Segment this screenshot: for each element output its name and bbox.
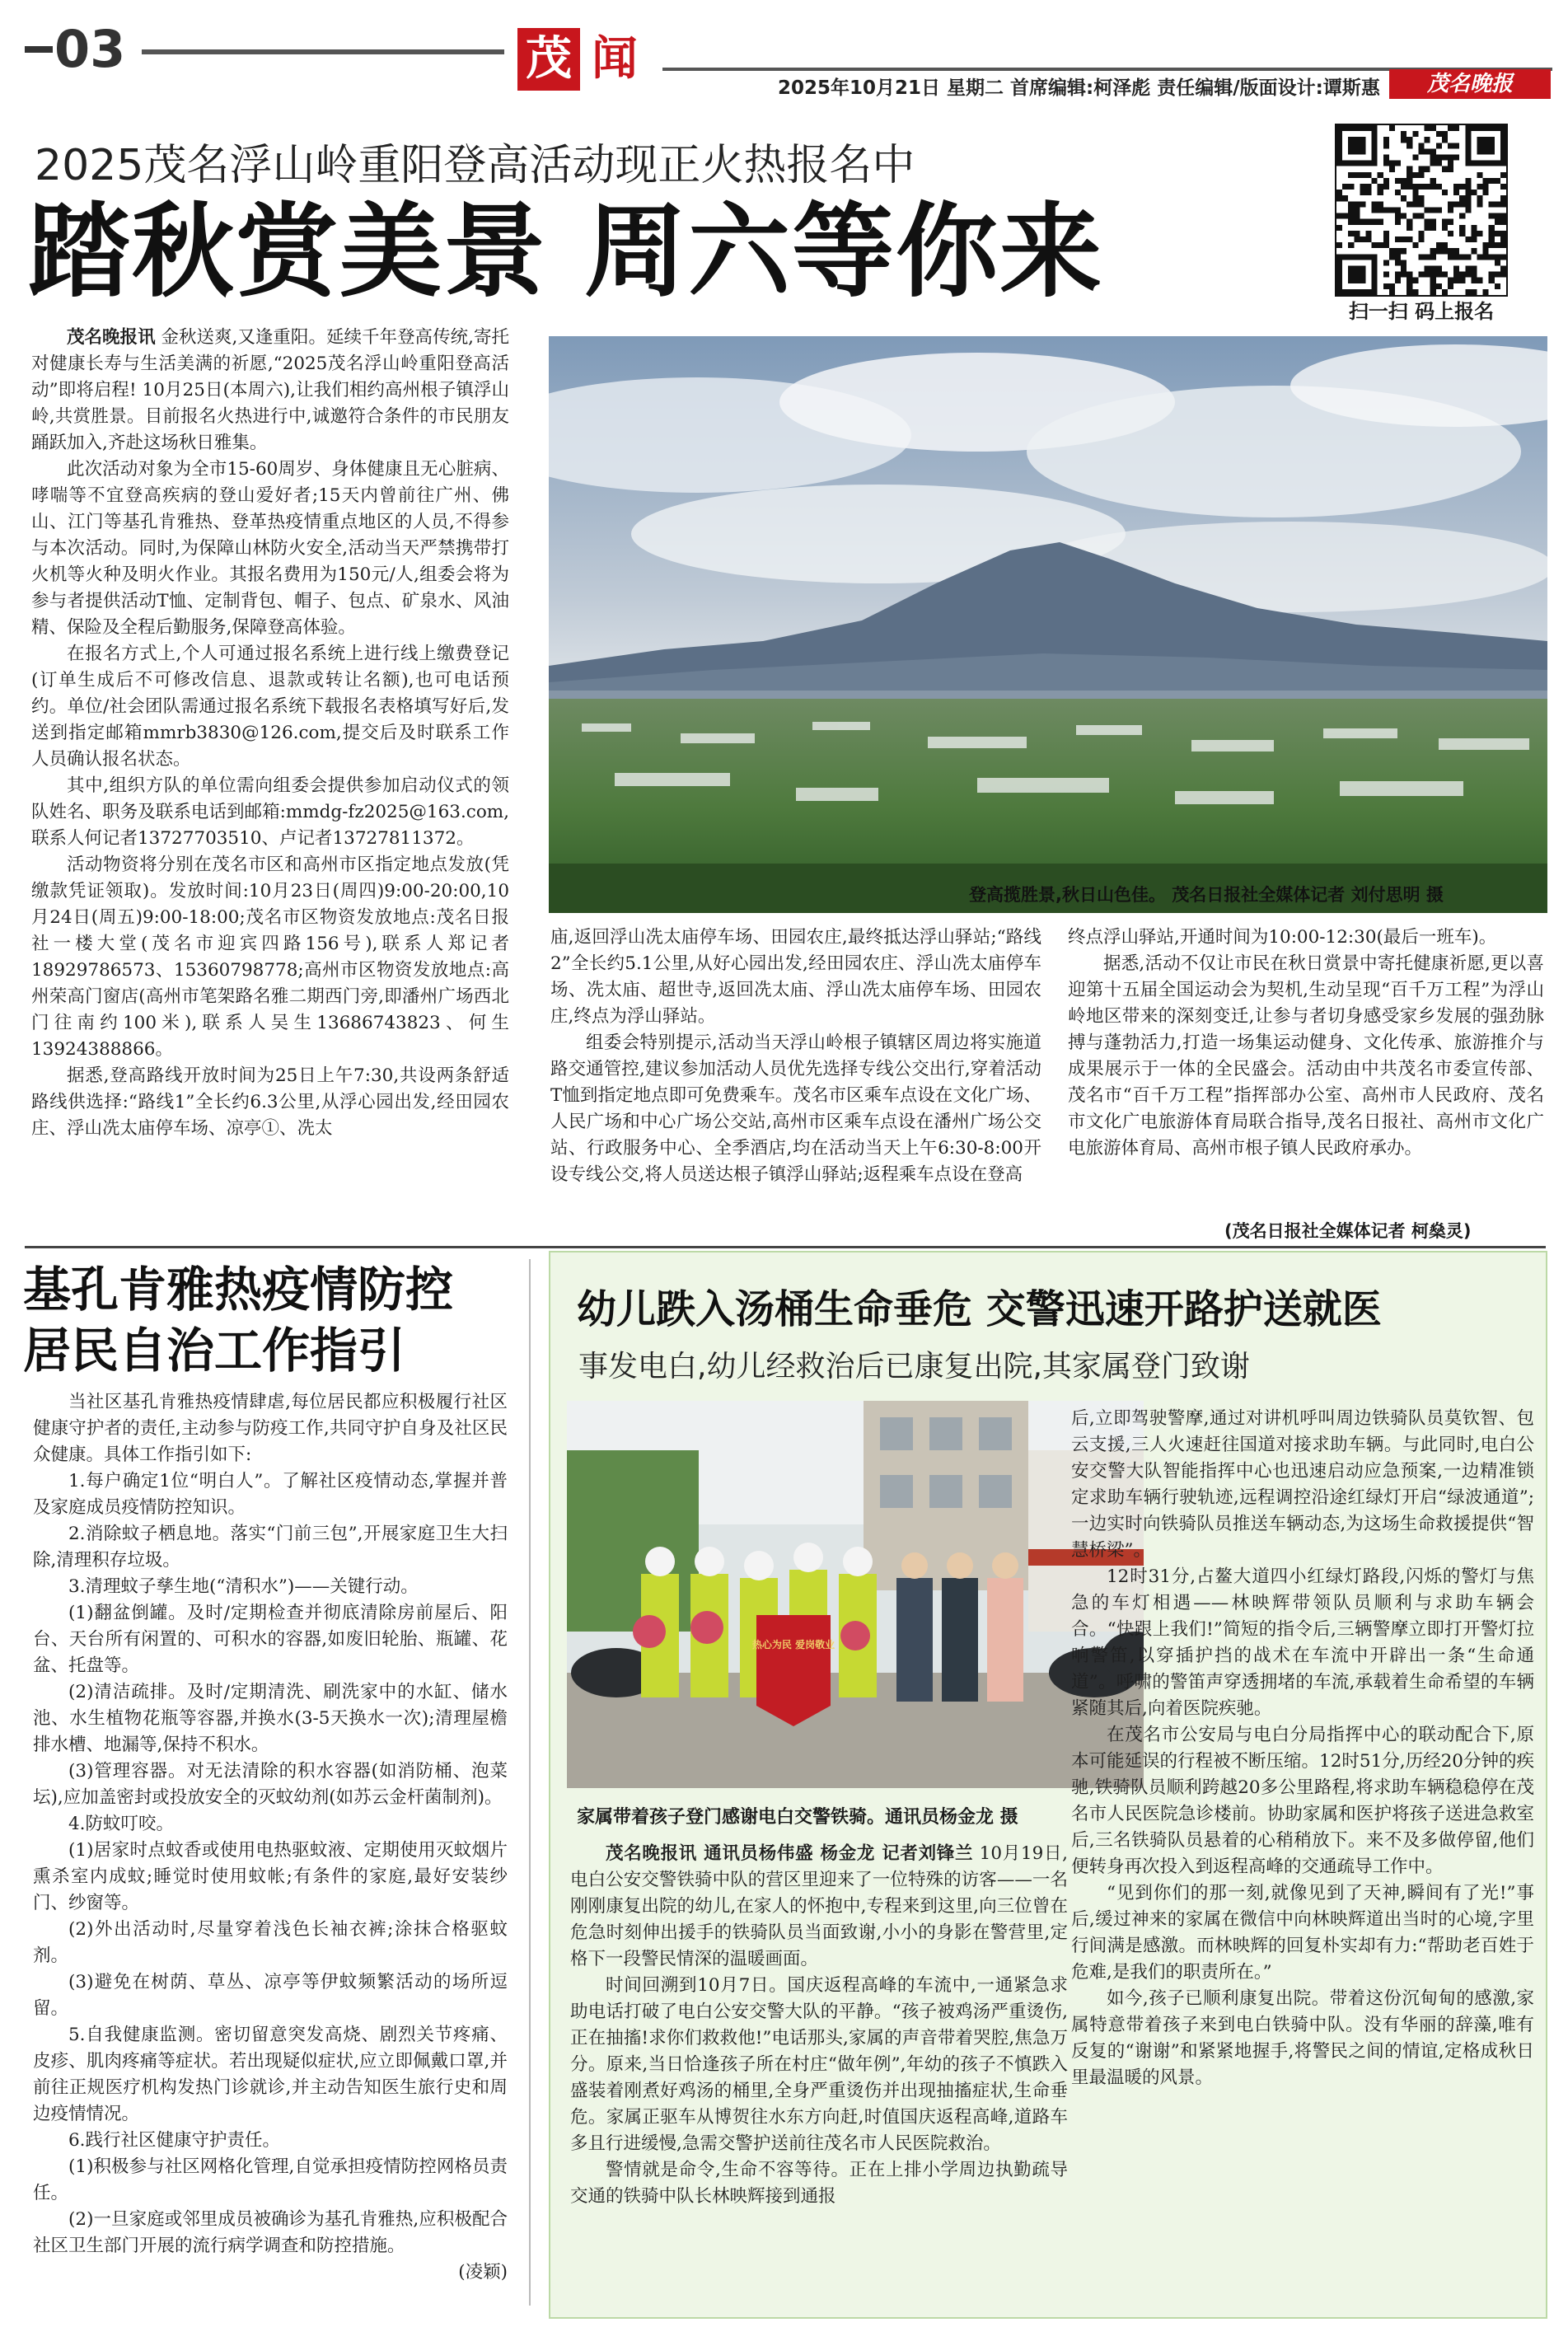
dengue-headline-line1: 基孔肯雅热疫情防控 bbox=[23, 1262, 454, 1318]
paragraph-text: “见到你们的那一刻,就像见到了天神,瞬间有了光!”事后,缓过神来的家属在微信中向林映辉道出当时的心境,字里行间满是感激。而林映辉的回复朴实却有力:“帮助老百姓于危难,是我们的职责所在。” bbox=[1071, 1883, 1534, 1983]
paragraph bbox=[570, 1841, 1068, 1973]
dengue-paragraph: (2)清洁疏排。及时/定期清洗、刷洗家中的水缸、储水池、水生植物花瓶等容器,并换水(3-5天换水一次);清理屋檐排水槽、地漏等,保持不积水。 bbox=[33, 1682, 508, 1755]
paragraph bbox=[31, 457, 509, 641]
dengue-paragraph: (1)积极参与社区网格化管理,自觉承担疫情防控网格员责任。 bbox=[33, 2156, 508, 2203]
paragraph-text: 庙,返回浮山冼太庙停车场、田园农庄,最终抵达浮山驿站;“路线2”全长约5.1公里,从好心园出发,经田园农庄、浮山冼太庙停车场、冼太庙、超世寺,返回冼太庙、浮山冼太庙停车场、田园农庄,终点为浮山驿站。 bbox=[550, 927, 1041, 1027]
newspaper-logo: 茂名晚报 bbox=[1389, 69, 1551, 99]
dateline: 2025年10月21日 星期二 首席编辑:柯泽彪 责任编辑/版面设计:谭斯惠 bbox=[778, 77, 1380, 99]
paragraph bbox=[570, 1973, 1068, 2157]
paragraph-text: 在茂名市公安局与电白分局指挥中心的联动配合下,原本可能延误的行程被不断压缩。12时51分,历经20分钟的疾驰,铁骑队员顺利跨越20多公里路程,将求助车辆稳稳停在茂名市人民医院急诊楼前。协助家属和医护将孩子送进急救室后,三名铁骑队员悬着的心稍稍放下。来不及多做停留,他们便转身再次投入到返程高峰的交通疏导工作中。 bbox=[1071, 1725, 1534, 1877]
paragraph bbox=[1071, 1880, 1534, 1986]
paragraph-text: 12时31分,占鳌大道四小红绿灯路段,闪烁的警灯与焦急的车灯相遇——林映辉带领队员顺利与求助车辆会合。“快跟上我们!”简短的指令后,三辆警摩立即打开警灯拉响警笛,以穿插护挡的战术在车流中开辟出一条“生命通道”。呼啸的警笛声穿透拥堵的车流,承载着生命希望的车辆紧随其后,向着医院疾驰。 bbox=[1071, 1566, 1534, 1719]
dengue-paragraph: 6.践行社区健康守护责任。 bbox=[68, 2130, 281, 2151]
dengue-paragraph: (2)外出活动时,尽量穿着浅色长袖衣裤;涂抹合格驱蚊剂。 bbox=[33, 1919, 508, 1966]
police-headline: 幼儿跌入汤桶生命垂危 交警迅速开路护送就医 bbox=[577, 1286, 1382, 1332]
paragraph-text: 此次活动对象为全市15-60周岁、身体健康且无心脏病、哮喘等不宜登高疾病的登山爱好者;15天内曾前往广州、佛山、江门等基孔肯雅热、登革热疫情重点地区的人员,不得参与本次活动。同时,为保障山林防火安全,活动当天严禁携带打火机等火种及明火作业。其报名费用为150元/人,组委会将为参与者提供活动T恤、定制背包、帽子、包点、矿泉水、风油精、保险及全程后勤服务,保障登高体验。 bbox=[31, 459, 509, 638]
police-group-image bbox=[567, 1401, 1144, 1788]
police-column-left bbox=[570, 1841, 1068, 2311]
dengue-headline bbox=[23, 1259, 517, 1381]
paragraph-text: 据悉,活动不仅让市民在秋日赏景中寄托健康祈愿,更以喜迎第十五届全国运动会为契机,生动呈现“百千万工程”为浮山岭地区带来的深刻变迁,让参与者切身感受家乡发展的强劲脉搏与蓬勃活力,打造一场集运动健身、文化传承、旅游推介与成果展示于一体的全民盛会。活动由中共茂名市委宣传部、茂名市“百千万工程”指挥部办公室、高州市人民政府、茂名市文化广电旅游体育局联合指导,茂名日报社、高州市文化广电旅游体育局、高州市根子镇人民政府承办。 bbox=[1068, 953, 1544, 1159]
paragraph-text: 组委会特别提示,活动当天浮山岭根子镇辖区周边将实施道路交通管控,建议参加活动人员优先选择专线公交出行,穿着活动T恤到指定地点即可免费乘车。茂名市区乘车点设在文化广场、人民广场和中心广场公交站,高州市区乘车点设在潘州广场公交站、行政服务中心、全季酒店,均在活动当天上午6:30-8:00开设专线公交,将人员送达根子镇浮山驿站;返程乘车点设在登高 bbox=[550, 1032, 1041, 1185]
police-column-right bbox=[1071, 1406, 1534, 2311]
dengue-byline: (凌颖) bbox=[458, 2262, 508, 2283]
mountain-landscape-photo bbox=[549, 336, 1547, 913]
mountain-landscape-image bbox=[549, 336, 1547, 913]
paragraph-text: 警情就是命令,生命不容等待。正在上排小学周边执勤疏导交通的铁骑中队长林映辉接到通报 bbox=[570, 2160, 1068, 2207]
dengue-paragraph: (3)避免在树荫、草丛、凉亭等伊蚊频繁活动的场所逗留。 bbox=[33, 1972, 508, 2019]
paragraph bbox=[1068, 951, 1544, 1162]
paragraph-text: 其中,组织方队的单位需向组委会提供参加启动仪式的领队姓名、职务及联系电话到邮箱:mmdg-fz2025@163.com,联系人何记者13727703510、卢记者13727811372。 bbox=[31, 775, 509, 849]
police-group-photo bbox=[567, 1401, 1144, 1788]
page-number: 03 bbox=[54, 19, 126, 79]
qr-caption: 扫一扫 码上报名 bbox=[1348, 300, 1495, 323]
dengue-paragraph: (3)管理容器。对无法清除的积水容器(如消防桶、泡菜坛),应加盖密封或投放安全的灭蚊幼剂(如苏云金杆菌制剂)。 bbox=[33, 1761, 508, 1808]
lead-kicker: 2025茂名浮山岭重阳登高活动现正火热报名中 bbox=[35, 141, 915, 190]
paragraph-text: 据悉,登高路线开放时间为25日上午7:30,共设两条舒适路线供选择:“路线1”全长约6.3公里,从浮心园出发,经田园农庄、浮山冼太庙停车场、凉亭①、冼太 bbox=[31, 1065, 509, 1139]
police-photo-caption: 家属带着孩子登门感谢电白交警铁骑。通讯员杨金龙 摄 bbox=[577, 1807, 1018, 1828]
pennant-text: 热心为民 爱岗敬业 bbox=[751, 1639, 835, 1650]
dateline-lead: 茂名晚报讯 通讯员杨伟盛 杨金龙 记者刘锋兰 bbox=[606, 1843, 974, 1864]
section-divider bbox=[25, 1246, 1546, 1248]
lead-headline: 踏秋赏美景 周六等你来 bbox=[28, 193, 1104, 311]
lead-column-1 bbox=[31, 325, 509, 1248]
paragraph-text: 后,立即驾驶警摩,通过对讲机呼叫周边铁骑队员莫钦智、包云支援,三人火速赶往国道对接求助车辆。与此同时,电白公安交警大队智能指挥中心也迅速启动应急预案,一边精准锁定求助车辆行驶轨迹,远程调控沿途红绿灯开启“绿波通道”;一边实时向铁骑队员推送车辆动态,为这场生命救援提供“智慧桥梁”。 bbox=[1071, 1408, 1534, 1561]
section-label-mao: 茂 bbox=[517, 28, 580, 91]
police-subheadline: 事发电白,幼儿经救治后已康复出院,其家属登门致谢 bbox=[578, 1350, 1250, 1384]
dengue-paragraph: 3.清理蚊子孳生地(“清积水”)——关键行动。 bbox=[68, 1576, 419, 1597]
section-label-wen: 闻 bbox=[592, 32, 638, 86]
dengue-paragraph: 1.每户确定1位“明白人”。了解社区疫情动态,掌握并普及家庭成员疫情防控知识。 bbox=[33, 1471, 508, 1518]
dengue-paragraph: 当社区基孔肯雅热疫情肆虐,每位居民都应积极履行社区健康守护者的责任,主动参与防疫工作,共同守护自身及社区民众健康。具体工作指引如下: bbox=[33, 1392, 508, 1465]
lead-column-3 bbox=[1068, 925, 1544, 1238]
paragraph bbox=[550, 1030, 1041, 1188]
header-rule bbox=[142, 49, 504, 54]
paragraph bbox=[31, 641, 509, 773]
dengue-paragraph: (2)一旦家庭或邻里成员被确诊为基孔肯雅热,应积极配合社区卫生部门开展的流行病学调查和防控措施。 bbox=[33, 2209, 508, 2256]
paragraph-text: 金秋送爽,又逢重阳。延续千年登高传统,寄托对健康长寿与生活美满的祈愿,“2025茂名浮山岭重阳登高活动”即将启程! 10月25日(本周六),让我们相约高州根子镇浮山岭,共赏胜景。目前报名火热进行中,诚邀符合条件的市民朋友踊跃加入,齐赴这场秋日雅集。 bbox=[31, 327, 509, 453]
dengue-paragraph: (1)居家时点蚊香或使用电热驱蚊液、定期使用灭蚊烟片熏杀室内成蚊;睡觉时使用蚊帐;有条件的家庭,最好安装纱门、纱窗等。 bbox=[33, 1840, 508, 1913]
paragraph bbox=[1071, 1722, 1534, 1880]
paragraph-text: 终点浮山驿站,开通时间为10:00-12:30(最后一班车)。 bbox=[1068, 927, 1497, 948]
paragraph bbox=[31, 773, 509, 852]
paragraph-text: 如今,孩子已顺利康复出院。带着这份沉甸甸的感激,家属特意带着孩子来到电白铁骑中队。没有华丽的辞藻,唯有反复的“谢谢”和紧紧地握手,将警民之间的情谊,定格成秋日里最温暖的风景。 bbox=[1071, 1988, 1534, 2088]
dengue-body bbox=[33, 1389, 508, 2312]
column-rule bbox=[529, 1259, 531, 2306]
lead-byline: (茂名日报社全媒体记者 柯燊灵) bbox=[1224, 1221, 1472, 1241]
dateline-lead: 茂名晚报讯 bbox=[67, 327, 156, 348]
lead-column-2 bbox=[550, 925, 1041, 1238]
dengue-paragraph: 5.自我健康监测。密切留意突发高烧、剧烈关节疼痛、皮疹、肌肉疼痛等症状。若出现疑似症状,应立即佩戴口罩,并前往正规医疗机构发热门诊就诊,并主动告知医生旅行史和周边疫情情况。 bbox=[33, 2025, 508, 2124]
lead-photo-caption: 登高揽胜景,秋日山色佳。 茂名日报社全媒体记者 刘付思明 摄 bbox=[969, 885, 1444, 905]
paragraph bbox=[550, 925, 1041, 1030]
dengue-headline-line2: 居民自治工作指引 bbox=[23, 1323, 406, 1379]
paragraph bbox=[31, 1063, 509, 1142]
dengue-paragraph: 2.消除蚊子栖息地。落实“门前三包”,开展家庭卫生大扫除,清理积存垃圾。 bbox=[33, 1524, 508, 1571]
paragraph bbox=[1071, 1406, 1534, 1564]
dengue-paragraph: (1)翻盆倒罐。及时/定期检查并彻底清除房前屋后、阳台、天台所有闲置的、可积水的容器,如废旧轮胎、瓶罐、花盆、托盘等。 bbox=[33, 1603, 508, 1676]
paragraph-text: 在报名方式上,个人可通过报名系统上进行线上缴费登记(订单生成后不可修改信息、退款或转让名额),也可电话预约。单位/社会团队需通过报名系统下载报名表格填写好后,发送到指定邮箱mmrb3830@126.com,提交后及时联系工作人员确认报名状态。 bbox=[31, 644, 509, 770]
paragraph bbox=[570, 2157, 1068, 2210]
paragraph-text: 10月19日,电白公安交警铁骑中队的营区里迎来了一位特殊的访客——一名刚刚康复出院的幼儿,在家人的怀抱中,专程来到这里,向三位曾在危急时刻伸出援手的铁骑队员当面致谢,小小的身影在警营里,定格下一段警民情深的温暖画面。 bbox=[570, 1843, 1068, 1969]
paragraph-text: 时间回溯到10月7日。国庆返程高峰的车流中,一通紧急求助电话打破了电白公安交警大队的平静。“孩子被鸡汤严重烫伤,正在抽搐!求你们救救他!”电话那头,家属的声音带着哭腔,焦急万分。原来,当日恰逢孩子所在村庄“做年例”,年幼的孩子不慎跌入盛装着刚煮好鸡汤的桶里,全身严重烫伤并出现抽搐症状,生命垂危。家属正驱车从博贺往水东方向赶,时值国庆返程高峰,道路车多且行进缓慢,急需交警护送前往茂名市人民医院救治。 bbox=[570, 1975, 1068, 2154]
paragraph bbox=[31, 852, 509, 1063]
paragraph-text: 活动物资将分别在茂名市区和高州市区指定地点发放(凭缴款凭证领取)。发放时间:10月23日(周四)9:00-20:00,10月24日(周五)9:00-18:00;茂名市区物资发放地点:茂名日报社一楼大堂(茂名市迎宾四路156号),联系人郑记者18929786573、15360798778;高州市区物资发放地点:高州荣高门窗店(高州市笔架路名雅二期西门旁,即潘州广场西北门往南约100米),联系人吴生13686743823、何生13924388866。 bbox=[31, 854, 509, 1060]
qr-code-graphic bbox=[1336, 125, 1506, 295]
dengue-paragraph: 4.防蚊叮咬。 bbox=[68, 1814, 175, 1834]
dengue-paragraph-list bbox=[33, 1389, 508, 2259]
page-number-dash bbox=[25, 46, 53, 53]
paragraph bbox=[31, 325, 509, 457]
paragraph bbox=[1071, 1564, 1534, 1722]
qr-code-icon[interactable] bbox=[1335, 124, 1508, 297]
paragraph bbox=[1068, 925, 1544, 951]
paragraph bbox=[1071, 1986, 1534, 2091]
